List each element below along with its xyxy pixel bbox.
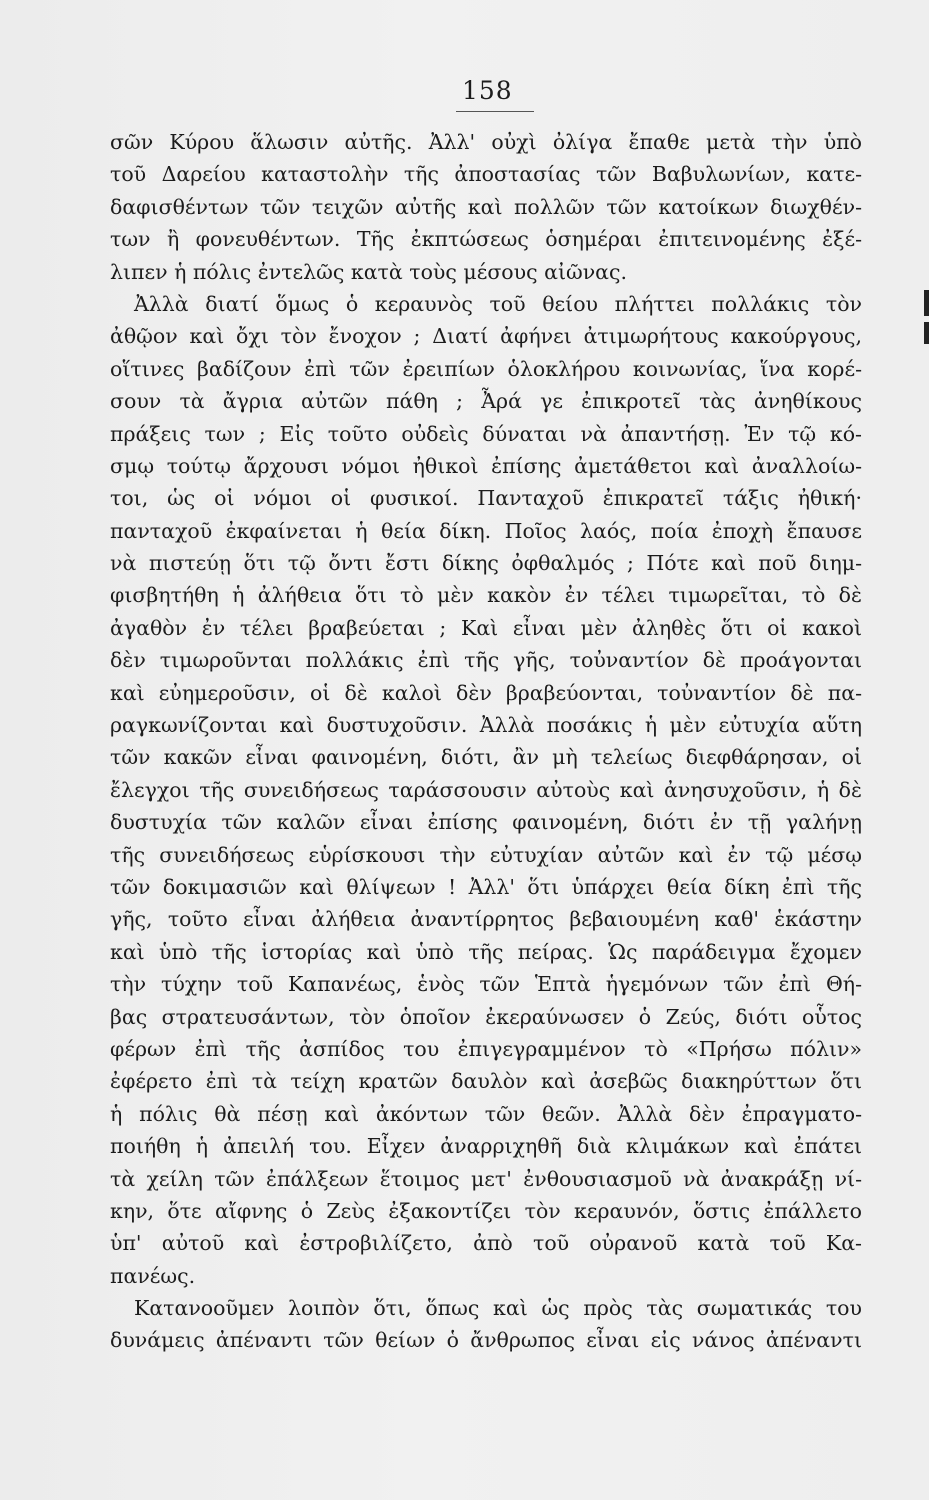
text-line: λιπεν ἡ πόλις ἐντελῶς κατὰ τοὺς μέσους αἰῶνας. bbox=[110, 259, 628, 284]
text-line: Κατανοοῦμεν λοιπὸν ὅτι, ὅπως καὶ ὡς πρὸς τὰς σωματικάς του bbox=[134, 1296, 862, 1321]
text-line: δυστυχία τῶν καλῶν εἶναι ἐπίσης φαινομένη, διότι ἐν τῇ γαλήνῃ bbox=[110, 810, 862, 835]
text-line: των ἢ φονευθέντων. Τῆς ἐκπτώσεως ὁσημέραι ἐπιτεινομένης ἐξέ- bbox=[110, 227, 862, 252]
text-line: τῶν κακῶν εἶναι φαινομένη, διότι, ἂν μὴ τελείως διεφθάρησαν, οἱ bbox=[110, 745, 862, 770]
text-line: φέρων ἐπὶ τῆς ἀσπίδος του ἐπιγεγραμμένον τὸ «Πρήσω πόλιν» bbox=[110, 1036, 862, 1061]
text-line: πανέως. bbox=[110, 1263, 196, 1288]
text-line: τὰ χείλη τῶν ἐπάλξεων ἕτοιμος μετ' ἐνθουσιασμοῦ νὰ ἀνακράξῃ νί- bbox=[110, 1166, 862, 1191]
text-line: οἵτινες βαδίζουν ἐπὶ τῶν ἐρειπίων ὁλοκλήρου κοινωνίας, ἵνα κορέ- bbox=[110, 356, 862, 381]
scan-edge-mark bbox=[924, 290, 929, 316]
page-number: 158 bbox=[462, 76, 513, 105]
text-line: πράξεις των ; Εἰς τοῦτο οὐδεὶς δύναται νὰ ἀπαντήσῃ. Ἐν τῷ κό- bbox=[110, 421, 862, 446]
text-line: γῆς, τοῦτο εἶναι ἀλήθεια ἀναντίρρητος βεβαιουμένη καθ' ἑκάστην bbox=[110, 907, 862, 932]
text-line: ἀγαθὸν ἐν τέλει βραβεύεται ; Καὶ εἶναι μὲν ἀληθὲς ὅτι οἱ κακοὶ bbox=[110, 615, 862, 640]
text-line: Ἀλλὰ διατί ὅμως ὁ κεραυνὸς τοῦ θείου πλήττει πολλάκις τὸν bbox=[134, 291, 862, 316]
text-line: τοῦ Δαρείου καταστολὴν τῆς ἀποστασίας τῶν Βαβυλωνίων, κατε- bbox=[110, 162, 862, 187]
scan-edge-mark bbox=[924, 322, 929, 344]
text-line: δὲν τιμωροῦνται πολλάκις ἐπὶ τῆς γῆς, τοὐναντίον δὲ προάγονται bbox=[110, 648, 862, 673]
text-line: δαφισθέντων τῶν τειχῶν αὐτῆς καὶ πολλῶν τῶν κατοίκων διωχθέν- bbox=[110, 194, 862, 219]
text-line: νὰ πιστεύῃ ὅτι τῷ ὄντι ἔστι δίκης ὀφθαλμός ; Πότε καὶ ποῦ διημ- bbox=[110, 551, 862, 576]
text-line: τῆς συνειδήσεως εὑρίσκουσι τὴν εὐτυχίαν αὐτῶν καὶ ἐν τῷ μέσῳ bbox=[110, 842, 862, 867]
text-line: ποιήθη ἡ ἀπειλή του. Εἶχεν ἀναρριχηθῆ διὰ κλιμάκων καὶ ἐπάτει bbox=[110, 1134, 862, 1159]
text-line: ἀθῷον καὶ ὄχι τὸν ἔνοχον ; Διατί ἀφήνει ἀτιμωρήτους κακούργους, bbox=[110, 324, 862, 349]
text-line: σῶν Κύρου ἅλωσιν αὐτῆς. Ἀλλ' οὐχὶ ὀλίγα ἔπαθε μετὰ τὴν ὑπὸ bbox=[110, 130, 862, 154]
text-line: πανταχοῦ ἐκφαίνεται ἡ θεία δίκη. Ποῖος λαός, ποία ἐποχὴ ἔπαυσε bbox=[110, 518, 862, 543]
text-line: κην, ὅτε αἴφνης ὁ Ζεὺς ἐξακοντίζει τὸν κεραυνόν, ὅστις ἐπάλλετο bbox=[110, 1198, 862, 1223]
text-line: σμῳ τούτῳ ἄρχουσι νόμοι ἠθικοὶ ἐπίσης ἀμετάθετοι καὶ ἀναλλοίω- bbox=[110, 453, 862, 478]
text-line: τοι, ὡς οἱ νόμοι οἱ φυσικοί. Πανταχοῦ ἐπικρατεῖ τάξις ἠθική· bbox=[110, 486, 862, 511]
text-line: ραγκωνίζονται καὶ δυστυχοῦσιν. Ἀλλὰ ποσάκις ἡ μὲν εὐτυχία αὕτη bbox=[110, 713, 862, 738]
text-line: ὑπ' αὐτοῦ καὶ ἐστροβιλίζετο, ἀπὸ τοῦ οὐρανοῦ κατὰ τοῦ Κα- bbox=[110, 1231, 862, 1256]
text-line: βας στρατευσάντων, τὸν ὁποῖον ἐκεραύνωσεν ὁ Ζεύς, διότι οὗτος bbox=[110, 1004, 862, 1029]
text-line: ἐφέρετο ἐπὶ τὰ τείχη κρατῶν δαυλὸν καὶ ἀσεβῶς διακηρύττων ὅτι bbox=[110, 1069, 862, 1094]
body-text bbox=[110, 126, 862, 1357]
text-line: τῶν δοκιμασιῶν καὶ θλίψεων ! Ἀλλ' ὅτι ὑπάρχει θεία δίκη ἐπὶ τῆς bbox=[110, 874, 862, 899]
text-line: ἔλεγχοι τῆς συνειδήσεως ταράσσουσιν αὐτοὺς καὶ ἀνησυχοῦσιν, ἡ δὲ bbox=[110, 777, 862, 802]
text-line: καὶ εὐημεροῦσιν, οἱ δὲ καλοὶ δὲν βραβεύονται, τοὐναντίον δὲ πα- bbox=[110, 680, 862, 705]
text-line: σουν τὰ ἄγρια αὐτῶν πάθη ; Ἆρά γε ἐπικροτεῖ τὰς ἀνηθίκους bbox=[110, 389, 862, 414]
page-number-rule bbox=[456, 111, 534, 112]
text-line: ἡ πόλις θὰ πέσῃ καὶ ἀκόντων τῶν θεῶν. Ἀλλὰ δὲν ἐπραγματο- bbox=[110, 1101, 862, 1126]
text-line: τὴν τύχην τοῦ Καπανέως, ἑνὸς τῶν Ἑπτὰ ἡγεμόνων τῶν ἐπὶ Θή- bbox=[110, 972, 862, 997]
text-line: δυνάμεις ἀπέναντι τῶν θείων ὁ ἄνθρωπος εἶναι εἰς νάνος ἀπέναντι bbox=[110, 1328, 862, 1353]
text-line: καὶ ὑπὸ τῆς ἱστορίας καὶ ὑπὸ τῆς πείρας. Ὡς παράδειγμα ἔχομεν bbox=[110, 939, 862, 964]
text-line: φισβητήθη ἡ ἀλήθεια ὅτι τὸ μὲν κακὸν ἐν τέλει τιμωρεῖται, τὸ δὲ bbox=[110, 583, 862, 608]
